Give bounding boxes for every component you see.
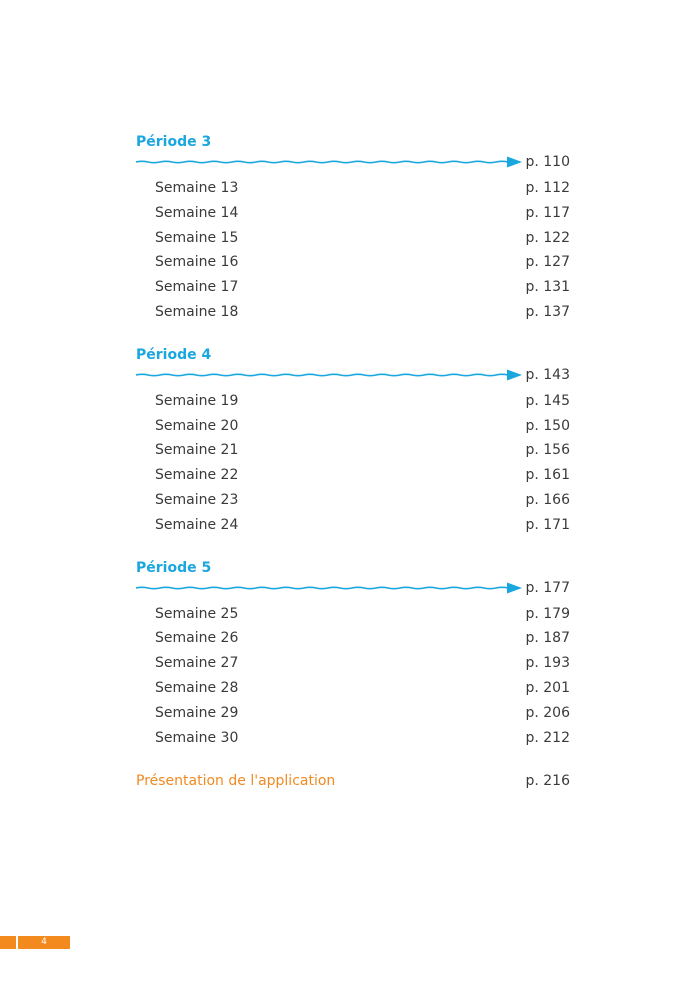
toc-entry-page: p. 137 bbox=[525, 303, 570, 320]
toc-entry-page: p. 117 bbox=[525, 204, 570, 221]
toc-entry-page: p. 187 bbox=[525, 630, 570, 647]
toc-entry-label: Semaine 21 bbox=[155, 442, 239, 459]
toc-entry-row bbox=[136, 626, 570, 651]
appendix-entry bbox=[136, 770, 570, 792]
toc-entry-row bbox=[136, 651, 570, 676]
toc-entry-label: Semaine 24 bbox=[155, 516, 239, 533]
toc-entry-label: Semaine 19 bbox=[155, 392, 239, 409]
toc-entry-label: Semaine 17 bbox=[155, 279, 239, 296]
toc-entry-row bbox=[136, 176, 570, 201]
toc-entry-label: Semaine 25 bbox=[155, 605, 239, 622]
toc-entry-page: p. 145 bbox=[525, 392, 570, 409]
period-section bbox=[136, 345, 570, 538]
toc-entry-label: Semaine 15 bbox=[155, 229, 239, 246]
toc-entry-label: Semaine 18 bbox=[155, 303, 239, 320]
toc-entry-row bbox=[136, 701, 570, 726]
toc-entry-label: Semaine 22 bbox=[155, 467, 239, 484]
period-leader-row bbox=[136, 365, 570, 385]
toc-entry-row bbox=[136, 250, 570, 275]
period-title: Période 5 bbox=[136, 559, 212, 576]
toc-entry-page: p. 161 bbox=[525, 467, 570, 484]
arrow-leader-icon bbox=[136, 582, 522, 594]
period-leader-row bbox=[136, 578, 570, 598]
toc-entry-row bbox=[136, 300, 570, 325]
period-section bbox=[136, 558, 570, 751]
toc-entry-row bbox=[136, 414, 570, 439]
toc-entry-row bbox=[136, 463, 570, 488]
toc-entry-page: p. 156 bbox=[525, 442, 570, 459]
toc-entry-row bbox=[136, 201, 570, 226]
period-page-number: p. 177 bbox=[525, 579, 570, 596]
toc-entry-page: p. 112 bbox=[525, 180, 570, 196]
toc-entry-label: Semaine 16 bbox=[155, 254, 239, 271]
footer-accent-bar bbox=[0, 936, 16, 949]
toc-entry-row bbox=[136, 726, 570, 751]
toc-entry-label: Semaine 20 bbox=[155, 417, 239, 434]
period-page-number: p. 143 bbox=[525, 366, 570, 383]
toc-entry-page: p. 127 bbox=[525, 254, 570, 271]
toc-entry-row bbox=[136, 438, 570, 463]
toc-entry-page: p. 201 bbox=[525, 679, 570, 696]
period-section bbox=[136, 132, 570, 325]
period-leader-row bbox=[136, 152, 570, 172]
table-of-contents bbox=[136, 132, 570, 792]
period-page-number: p. 110 bbox=[525, 154, 570, 170]
footer-page-number: 4 bbox=[18, 936, 70, 949]
toc-entry-row bbox=[136, 389, 570, 414]
toc-entry-label: Semaine 13 bbox=[155, 180, 239, 196]
appendix-page: p. 216 bbox=[525, 773, 570, 790]
toc-entry-label: Semaine 30 bbox=[155, 729, 239, 746]
toc-entry-page: p. 150 bbox=[525, 417, 570, 434]
arrow-leader-icon bbox=[136, 369, 522, 381]
toc-entry-row bbox=[136, 275, 570, 300]
page-footer bbox=[0, 936, 70, 949]
toc-entry-row bbox=[136, 602, 570, 627]
toc-entry-label: Semaine 23 bbox=[155, 491, 239, 508]
arrow-leader-icon bbox=[136, 156, 522, 168]
toc-entry-row bbox=[136, 488, 570, 513]
toc-entry-page: p. 122 bbox=[525, 229, 570, 246]
toc-entry-label: Semaine 27 bbox=[155, 655, 239, 672]
toc-entry-label: Semaine 28 bbox=[155, 679, 239, 696]
period-title: Période 4 bbox=[136, 346, 212, 363]
toc-entry-row bbox=[136, 513, 570, 538]
period-title: Période 3 bbox=[136, 134, 212, 150]
toc-entry-page: p. 193 bbox=[525, 655, 570, 672]
toc-entry-label: Semaine 26 bbox=[155, 630, 239, 647]
toc-entry-page: p. 171 bbox=[525, 516, 570, 533]
toc-entry-label: Semaine 14 bbox=[155, 204, 239, 221]
toc-entry-row bbox=[136, 226, 570, 251]
toc-entry-page: p. 212 bbox=[525, 729, 570, 746]
toc-entry-page: p. 131 bbox=[525, 279, 570, 296]
toc-entry-row bbox=[136, 676, 570, 701]
toc-entry-page: p. 179 bbox=[525, 605, 570, 622]
toc-entry-page: p. 166 bbox=[525, 491, 570, 508]
toc-entry-page: p. 206 bbox=[525, 704, 570, 721]
appendix-label: Présentation de l'application bbox=[136, 773, 336, 790]
toc-entry-label: Semaine 29 bbox=[155, 704, 239, 721]
